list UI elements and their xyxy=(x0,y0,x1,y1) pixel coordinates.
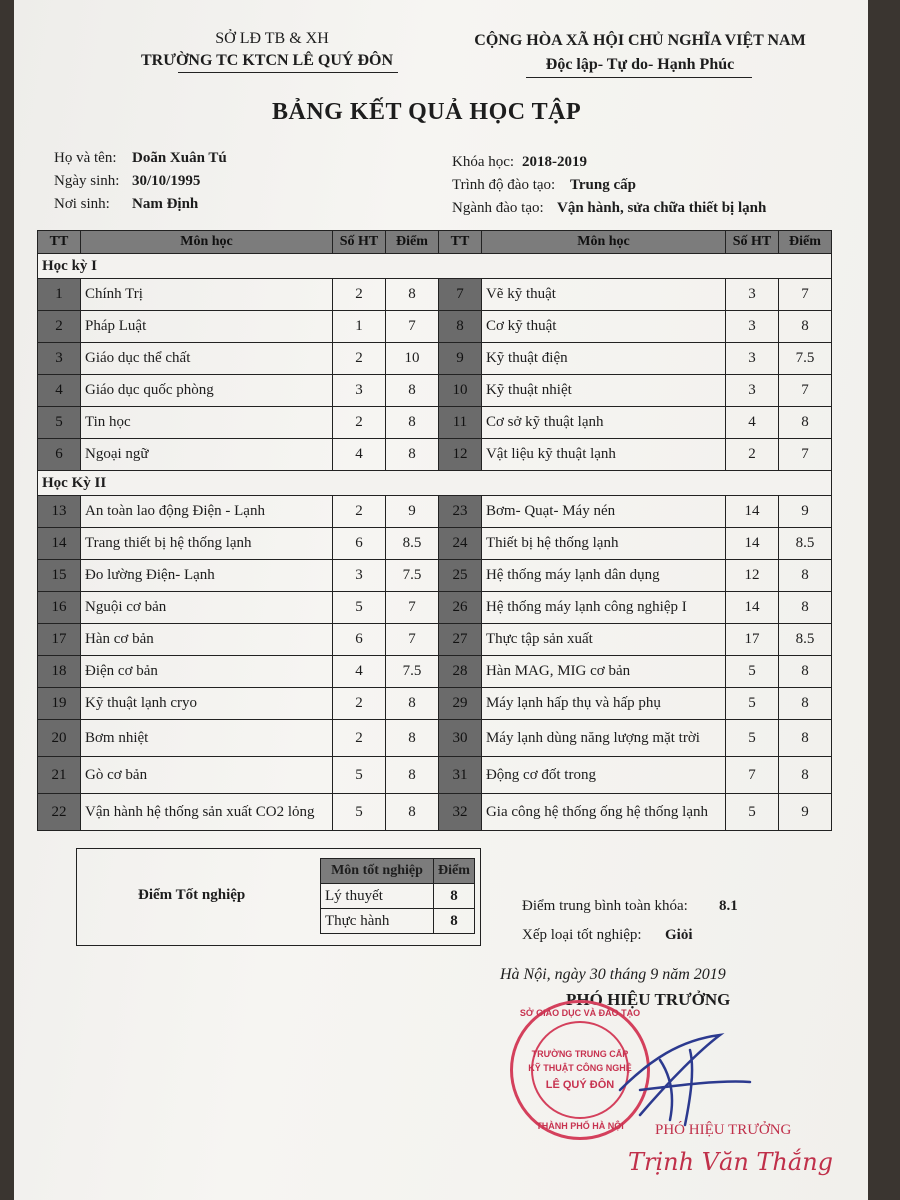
row-number: 6 xyxy=(38,439,81,471)
score: 9 xyxy=(779,496,832,528)
row-number: 26 xyxy=(438,592,481,624)
subject-name: Động cơ đốt trong xyxy=(481,757,725,794)
score: 7 xyxy=(779,375,832,407)
score: 8.5 xyxy=(779,528,832,560)
grad-col-score: Điểm xyxy=(434,859,475,884)
course-value: 2018-2019 xyxy=(522,154,587,170)
graduation-table xyxy=(320,858,475,934)
table-row xyxy=(38,720,832,757)
table-row xyxy=(38,592,832,624)
col-tt: TT xyxy=(438,231,481,254)
table-row xyxy=(38,528,832,560)
credits: 5 xyxy=(332,592,385,624)
score: 8.5 xyxy=(779,624,832,656)
subject-name: Giáo dục thể chất xyxy=(81,343,333,375)
subject-name: Cơ sở kỹ thuật lạnh xyxy=(481,407,725,439)
row-number: 24 xyxy=(438,528,481,560)
grad-col-subject: Môn tốt nghiệp xyxy=(321,859,434,884)
row-number: 29 xyxy=(438,688,481,720)
score: 8 xyxy=(779,720,832,757)
subject-name: Kỹ thuật nhiệt xyxy=(481,375,725,407)
credits: 2 xyxy=(332,720,385,757)
score: 9 xyxy=(385,496,438,528)
col-credits: Số HT xyxy=(726,231,779,254)
subject-name: Gò cơ bản xyxy=(81,757,333,794)
grades-table xyxy=(37,230,832,831)
table-row xyxy=(38,279,832,311)
row-number: 20 xyxy=(38,720,81,757)
credits: 5 xyxy=(726,688,779,720)
table-header-row xyxy=(38,231,832,254)
score: 8 xyxy=(779,407,832,439)
subject-name: Nguội cơ bản xyxy=(81,592,333,624)
col-score: Điểm xyxy=(779,231,832,254)
credits: 14 xyxy=(726,528,779,560)
credits: 3 xyxy=(726,279,779,311)
semester-label: Học kỳ I xyxy=(38,254,832,279)
row-number: 1 xyxy=(38,279,81,311)
header-underline-left xyxy=(178,72,398,73)
credits: 14 xyxy=(726,592,779,624)
school-name: TRƯỜNG TC KTCN LÊ QUÝ ĐÔN xyxy=(140,52,394,69)
credits: 4 xyxy=(726,407,779,439)
stamp-role: PHÓ HIỆU TRƯỞNG xyxy=(655,1122,792,1138)
credits: 17 xyxy=(726,624,779,656)
grad-score: 8 xyxy=(434,909,475,934)
pob-label: Nơi sinh: xyxy=(54,196,110,212)
row-number: 31 xyxy=(438,757,481,794)
table-row xyxy=(38,656,832,688)
row-number: 13 xyxy=(38,496,81,528)
credits: 5 xyxy=(726,720,779,757)
credits: 7 xyxy=(726,757,779,794)
row-number: 28 xyxy=(438,656,481,688)
col-subject: Môn học xyxy=(81,231,333,254)
level-label: Trình độ đào tạo: xyxy=(452,177,556,193)
credits: 3 xyxy=(726,343,779,375)
table-row xyxy=(38,794,832,831)
subject-name: Chính Trị xyxy=(81,279,333,311)
table-row xyxy=(38,496,832,528)
credits: 3 xyxy=(332,560,385,592)
row-number: 12 xyxy=(438,439,481,471)
subject-name: Tin học xyxy=(81,407,333,439)
seal-text: SỞ GIÁO DỤC VÀ ĐÀO TẠO xyxy=(519,1008,641,1018)
place-date: Hà Nội, ngày 30 tháng 9 năm 2019 xyxy=(500,966,726,983)
subject-name: Kỹ thuật điện xyxy=(481,343,725,375)
credits: 12 xyxy=(726,560,779,592)
seal-text: LÊ QUÝ ĐÔN xyxy=(545,1079,615,1091)
row-number: 7 xyxy=(438,279,481,311)
table-row xyxy=(38,624,832,656)
score: 8 xyxy=(385,757,438,794)
major-value: Vận hành, sửa chữa thiết bị lạnh xyxy=(557,200,767,216)
subject-name: Thực tập sản xuất xyxy=(481,624,725,656)
table-row xyxy=(38,560,832,592)
row-number: 21 xyxy=(38,757,81,794)
average-value: 8.1 xyxy=(719,898,738,914)
semester-row xyxy=(38,471,832,496)
score: 8 xyxy=(779,688,832,720)
rank-value: Giỏi xyxy=(665,927,693,943)
credits: 4 xyxy=(332,656,385,688)
seal-text: KỸ THUẬT CÔNG NGHỆ xyxy=(528,1063,632,1073)
row-number: 16 xyxy=(38,592,81,624)
col-tt: TT xyxy=(38,231,81,254)
subject-name: Thiết bị hệ thống lạnh xyxy=(481,528,725,560)
credits: 2 xyxy=(726,439,779,471)
row-number: 18 xyxy=(38,656,81,688)
credits: 5 xyxy=(726,656,779,688)
credits: 6 xyxy=(332,528,385,560)
row-number: 14 xyxy=(38,528,81,560)
course-label: Khóa học: xyxy=(452,154,515,170)
grad-score: 8 xyxy=(434,884,475,909)
student-name: Doãn Xuân Tú xyxy=(132,150,227,166)
credits: 2 xyxy=(332,496,385,528)
credits: 6 xyxy=(332,624,385,656)
graduation-label: Điểm Tốt nghiệp xyxy=(138,887,246,903)
credits: 3 xyxy=(332,375,385,407)
row-number: 30 xyxy=(438,720,481,757)
subject-name: Gia công hệ thống ống hệ thống lạnh xyxy=(481,794,725,831)
credits: 1 xyxy=(332,311,385,343)
score: 8 xyxy=(385,688,438,720)
row-number: 10 xyxy=(438,375,481,407)
subject-name: Ngoại ngữ xyxy=(81,439,333,471)
credits: 14 xyxy=(726,496,779,528)
motto: Độc lập- Tự do- Hạnh Phúc xyxy=(545,56,735,73)
subject-name: Hàn MAG, MIG cơ bản xyxy=(481,656,725,688)
row-number: 11 xyxy=(438,407,481,439)
score: 8 xyxy=(385,720,438,757)
score: 7 xyxy=(385,311,438,343)
row-number: 25 xyxy=(438,560,481,592)
pob-value: Nam Định xyxy=(132,196,199,212)
major-label: Ngành đào tạo: xyxy=(452,200,544,216)
row-number: 32 xyxy=(438,794,481,831)
row-number: 4 xyxy=(38,375,81,407)
credits: 2 xyxy=(332,688,385,720)
semester-row xyxy=(38,254,832,279)
seal-text: TRƯỜNG TRUNG CẤP xyxy=(531,1049,629,1059)
credits: 2 xyxy=(332,279,385,311)
score: 8 xyxy=(779,757,832,794)
row-number: 8 xyxy=(438,311,481,343)
average-label: Điểm trung bình toàn khóa: xyxy=(522,898,688,914)
credits: 5 xyxy=(332,757,385,794)
grad-subject: Lý thuyết xyxy=(321,884,434,909)
subject-name: Bơm- Quạt- Máy nén xyxy=(481,496,725,528)
dob-label: Ngày sinh: xyxy=(54,173,120,189)
subject-name: Đo lường Điện- Lạnh xyxy=(81,560,333,592)
subject-name: Pháp Luật xyxy=(81,311,333,343)
score: 8 xyxy=(385,439,438,471)
score: 8 xyxy=(779,560,832,592)
seal-text: THÀNH PHỐ HÀ NỘI xyxy=(536,1121,624,1131)
table-row xyxy=(38,343,832,375)
score: 7 xyxy=(385,624,438,656)
row-number: 9 xyxy=(438,343,481,375)
subject-name: An toàn lao động Điện - Lạnh xyxy=(81,496,333,528)
score: 8 xyxy=(779,656,832,688)
row-number: 27 xyxy=(438,624,481,656)
semester-label: Học Kỳ II xyxy=(38,471,832,496)
dob-value: 30/10/1995 xyxy=(132,173,201,189)
score: 8 xyxy=(385,375,438,407)
row-number: 2 xyxy=(38,311,81,343)
subject-name: Kỹ thuật lạnh cryo xyxy=(81,688,333,720)
header-underline-right xyxy=(526,77,752,78)
subject-name: Điện cơ bản xyxy=(81,656,333,688)
table-row xyxy=(38,311,832,343)
credits: 5 xyxy=(332,794,385,831)
credits: 2 xyxy=(332,407,385,439)
score: 7 xyxy=(779,279,832,311)
score: 8.5 xyxy=(385,528,438,560)
row-number: 23 xyxy=(438,496,481,528)
credits: 2 xyxy=(332,343,385,375)
subject-name: Bơm nhiệt xyxy=(81,720,333,757)
row-number: 17 xyxy=(38,624,81,656)
score: 7 xyxy=(385,592,438,624)
col-subject: Môn học xyxy=(481,231,725,254)
score: 8 xyxy=(385,407,438,439)
table-row xyxy=(38,439,832,471)
score: 8 xyxy=(385,279,438,311)
ministry-name: SỞ LĐ TB & XH xyxy=(215,30,329,47)
subject-name: Giáo dục quốc phòng xyxy=(81,375,333,407)
table-row xyxy=(38,688,832,720)
col-credits: Số HT xyxy=(332,231,385,254)
rank-label: Xếp loại tốt nghiệp: xyxy=(522,927,642,943)
credits: 4 xyxy=(332,439,385,471)
signer-role: PHÓ HIỆU TRƯỞNG xyxy=(566,990,731,1009)
credits: 3 xyxy=(726,375,779,407)
row-number: 15 xyxy=(38,560,81,592)
credits: 5 xyxy=(726,794,779,831)
country-name: CỘNG HÒA XÃ HỘI CHỦ NGHĨA VIỆT NAM xyxy=(474,32,806,49)
subject-name: Hệ thống máy lạnh công nghiệp I xyxy=(481,592,725,624)
table-row xyxy=(321,884,475,909)
level-value: Trung cấp xyxy=(570,177,636,193)
subject-name: Trang thiết bị hệ thống lạnh xyxy=(81,528,333,560)
score: 10 xyxy=(385,343,438,375)
score: 7.5 xyxy=(385,560,438,592)
row-number: 19 xyxy=(38,688,81,720)
row-number: 5 xyxy=(38,407,81,439)
score: 7 xyxy=(779,439,832,471)
row-number: 3 xyxy=(38,343,81,375)
subject-name: Hàn cơ bản xyxy=(81,624,333,656)
document-title: BẢNG KẾT QUẢ HỌC TẬP xyxy=(272,99,582,125)
signer-name: Trịnh Văn Thắng xyxy=(628,1148,834,1176)
credits: 3 xyxy=(726,311,779,343)
score: 7.5 xyxy=(779,343,832,375)
handwritten-signature xyxy=(600,1020,760,1130)
table-row xyxy=(38,375,832,407)
score: 8 xyxy=(385,794,438,831)
score: 8 xyxy=(779,311,832,343)
subject-name: Vật liệu kỹ thuật lạnh xyxy=(481,439,725,471)
subject-name: Cơ kỹ thuật xyxy=(481,311,725,343)
subject-name: Hệ thống máy lạnh dân dụng xyxy=(481,560,725,592)
table-row xyxy=(321,909,475,934)
subject-name: Vận hành hệ thống sản xuất CO2 lỏng xyxy=(81,794,333,831)
row-number: 22 xyxy=(38,794,81,831)
col-score: Điểm xyxy=(385,231,438,254)
table-row xyxy=(38,757,832,794)
score: 7.5 xyxy=(385,656,438,688)
score: 8 xyxy=(779,592,832,624)
grad-subject: Thực hành xyxy=(321,909,434,934)
subject-name: Vẽ kỹ thuật xyxy=(481,279,725,311)
score: 9 xyxy=(779,794,832,831)
student-name-label: Họ và tên: xyxy=(54,150,117,166)
subject-name: Máy lạnh hấp thụ và hấp phụ xyxy=(481,688,725,720)
subject-name: Máy lạnh dùng năng lượng mặt trời xyxy=(481,720,725,757)
table-row xyxy=(38,407,832,439)
